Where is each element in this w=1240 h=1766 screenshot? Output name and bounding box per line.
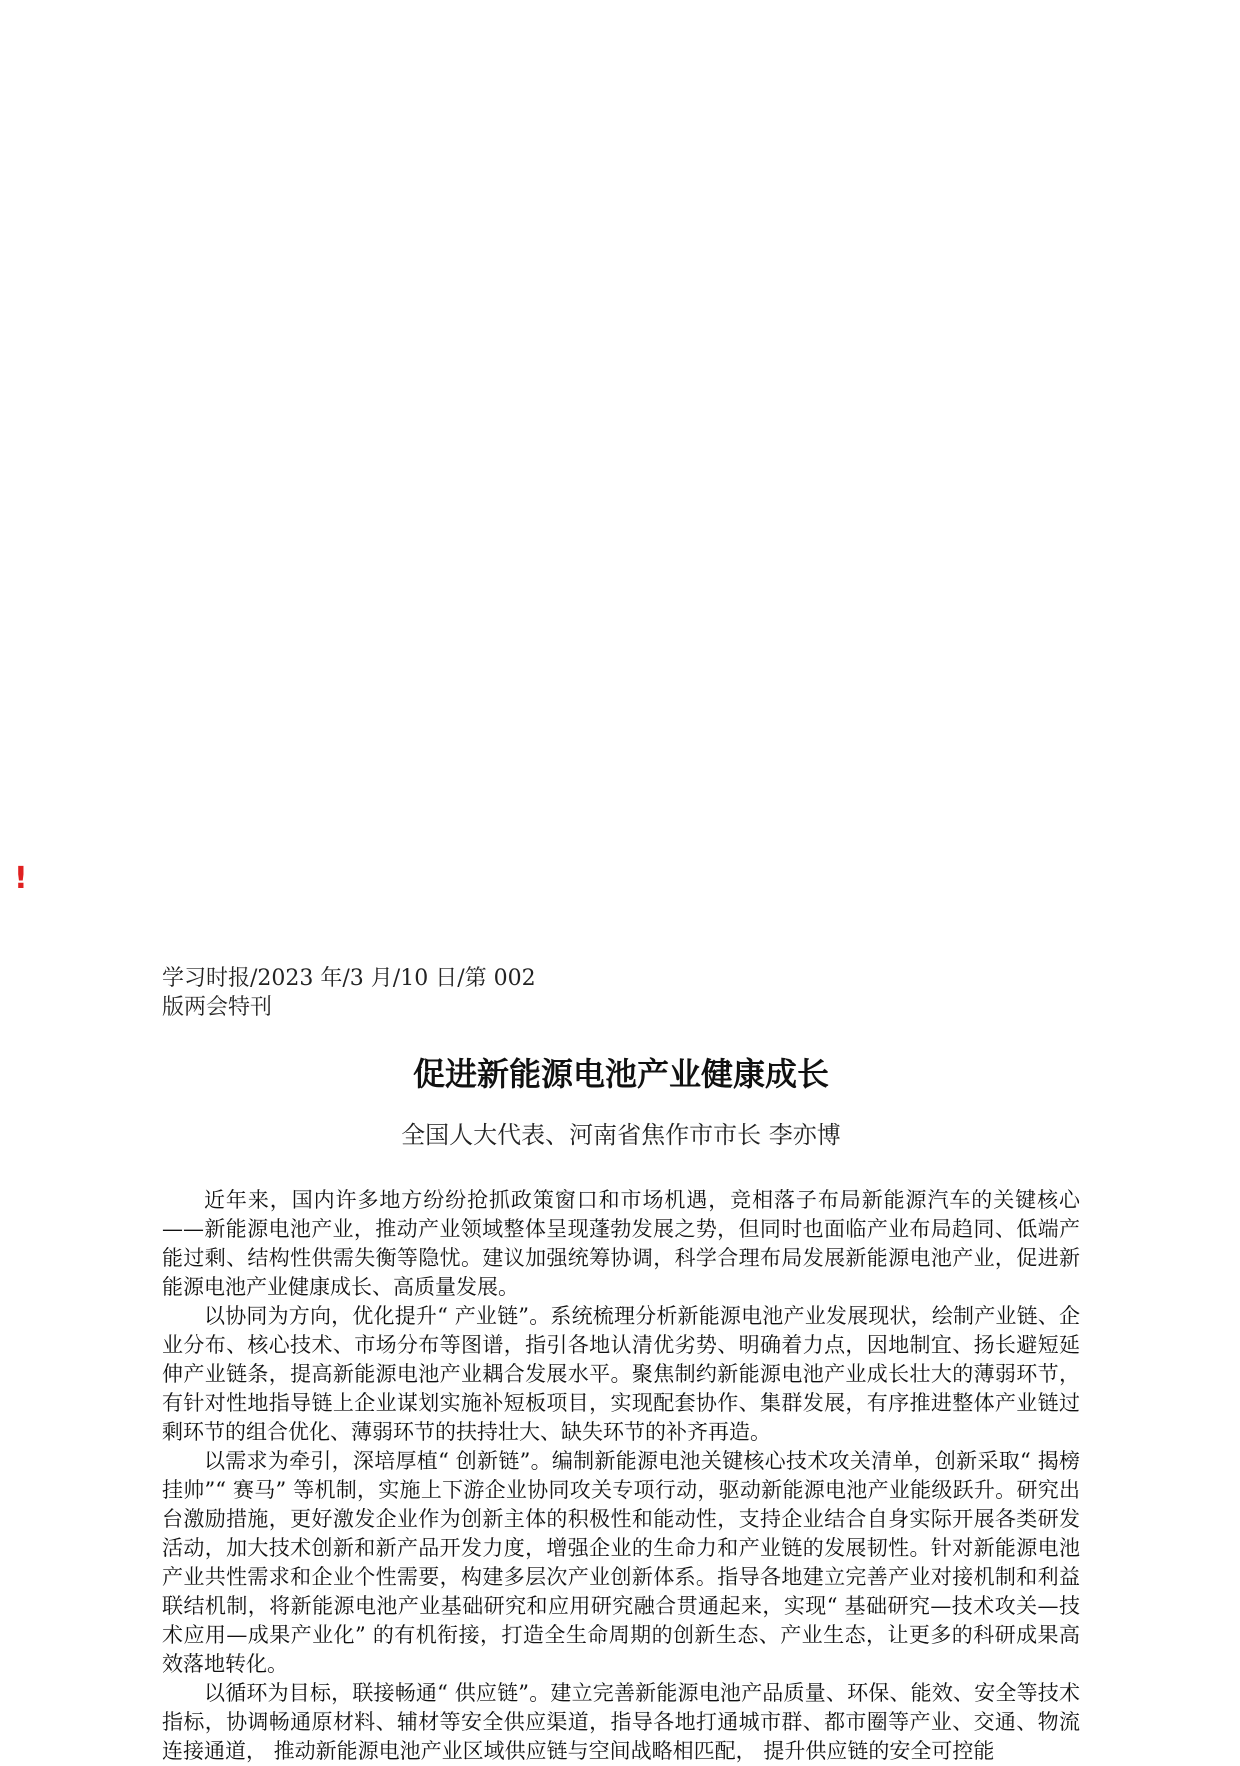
paragraph: 近年来，国内许多地方纷纷抢抓政策窗口和市场机遇，竞相落子布局新能源汽车的关键核心——新能源电池产业，推动产业领域整体呈现蓬勃发展之势，但同时也面临产业布局趋同、低端产能过剩、结构性供需失衡等隐忧。建议加强统筹协调，科学合理布局发展新能源电池产业，促进新能源电池产业健康成长、高质量发展。 bbox=[162, 1188, 1080, 1299]
article-title: 促进新能源电池产业健康成长 bbox=[412, 1055, 829, 1093]
article-byline: 全国人大代表、河南省焦作市市长 李亦博 bbox=[401, 1121, 841, 1149]
paragraph: 以循环为目标，联接畅通“ 供应链”。建立完善新能源电池产品质量、环保、能效、安全等技术指标，协调畅通原材料、辅材等安全供应渠道，指导各地打通城市群、都市圈等产业、交通、物流连接通道， 推动新能源电池产业区域供应链与空间战略相匹配， 提升供应链的安全可控能 bbox=[162, 1681, 1080, 1763]
paragraph: 以需求为牵引，深培厚植“ 创新链”。编制新能源电池关键核心技术攻关清单，创新采取“ 揭榜挂帅”“ 赛马” 等机制，实施上下游企业协同攻关专项行动，驱动新能源电池产业能级跃升。研究出台激励措施，更好激发企业作为创新主体的积极性和能动性，支持企业结合自身实际开展各类研发活动，加大技术创新和新产品开发力度，增强企业的生命力和产业链的发展韧性。针对新能源电池产业共性需求和企业个性需要，构建多层次产业创新体系。指导各地建立完善产业对接机制和利益联结机制，将新能源电池产业基础研究和应用研究融合贯通起来，实现“ 基础研究—技术攻关—技术应用—成果产业化” 的有机衔接，打造全生命周期的创新生态、产业生态，让更多的科研成果高效落地转化。 bbox=[162, 1449, 1080, 1676]
paragraph: 以协同为方向，优化提升“ 产业链”。系统梳理分析新能源电池产业发展现状，绘制产业链、企业分布、核心技术、市场分布等图谱，指引各地认清优劣势、明确着力点，因地制宜、扬长避短延伸产业链条，提高新能源电池产业耦合发展水平。聚焦制约新能源电池产业成长壮大的薄弱环节，有针对性地指导链上企业谋划实施补短板项目，实现配套协作、集群发展，有序推进整体产业链过剩环节的组合优化、薄弱环节的扶持壮大、缺失环节的补齐再造。 bbox=[162, 1304, 1080, 1444]
source-line-2: 版两会特刊 bbox=[162, 995, 273, 1020]
article-body bbox=[162, 1186, 1080, 1766]
source-info bbox=[162, 964, 562, 1022]
source-line-1: 学习时报/2023 年/3 月/10 日/第 002 bbox=[162, 966, 536, 991]
alert-mark: ! bbox=[14, 861, 28, 896]
